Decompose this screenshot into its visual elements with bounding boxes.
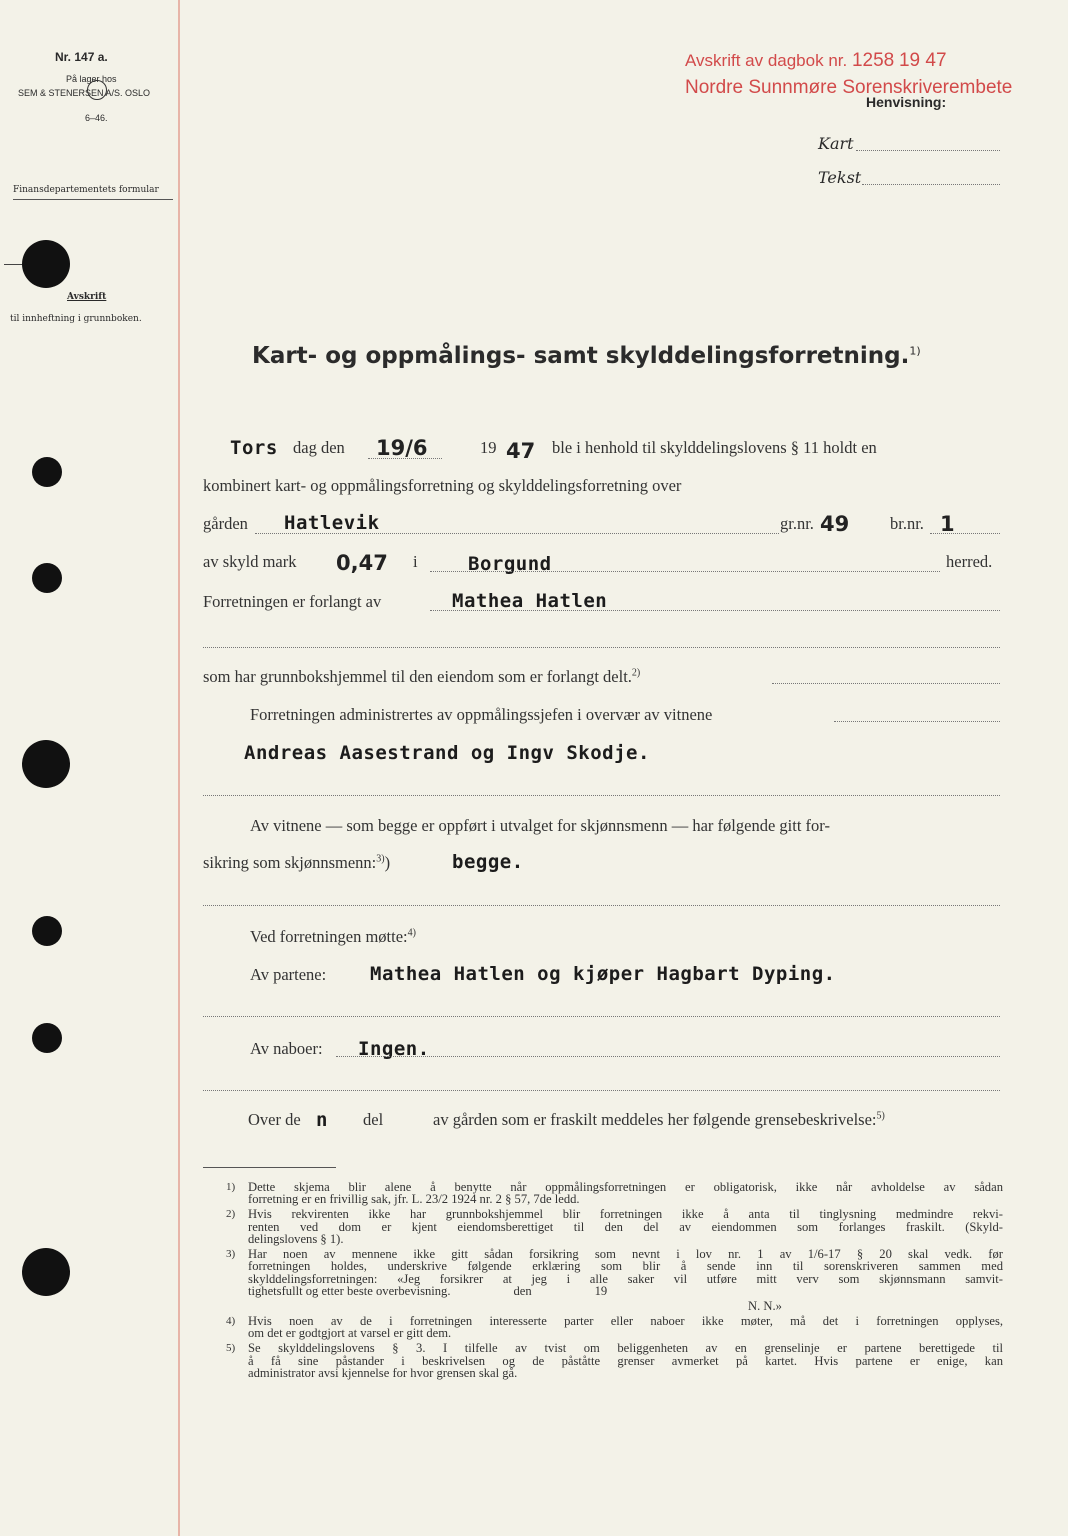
i-label: i <box>413 552 418 571</box>
copy-purpose: til innheftning i grunnboken. <box>10 314 142 324</box>
oath-footnote-ref: 3) <box>376 853 385 865</box>
boundary-footnote-ref: 5) <box>876 1110 885 1122</box>
form-source: Finansdepartementets formular <box>13 185 159 195</box>
kart-line <box>856 150 1000 151</box>
neighbours-typed: Ingen. <box>358 1038 430 1060</box>
footnote-line: Har noen av mennene ikke gitt sådan forsikring som nevnt i lov nr. 1 av 1/6-17 § 20 skal vedk. før <box>248 1247 1003 1262</box>
copy-label: Avskrift <box>67 292 107 302</box>
grunnbok-text: som har grunnbokshjemmel til den eiendom som er forlangt delt. <box>203 667 632 686</box>
herred-line <box>430 571 940 572</box>
edition-code: 6–46. <box>85 113 108 123</box>
date-handwritten: 19/6 <box>376 436 428 460</box>
boundary-part1: Over de <box>248 1110 301 1129</box>
year-handwritten: 47 <box>506 439 536 463</box>
kart-label: Kart <box>818 134 854 153</box>
witnesses-line <box>203 795 1000 796</box>
grnr-label: gr.nr. <box>780 514 814 533</box>
brnr-label: br.nr. <box>890 514 924 533</box>
footnote <box>226 1207 1003 1247</box>
form-source-rule <box>13 199 173 200</box>
stamp-dagbok-no: 1258 <box>851 50 895 71</box>
present-line <box>250 927 416 947</box>
requested-typed: Mathea Hatlen <box>452 590 608 612</box>
line1-rest: ble i henhold til skylddelingslovens § 11 holdt en <box>552 438 877 457</box>
requested-label: Forretningen er forlangt av <box>203 592 382 611</box>
document-title <box>252 343 921 369</box>
grnr-handwritten: 49 <box>820 512 850 536</box>
stamp-line1 <box>685 50 947 72</box>
day-typed: Tors <box>230 437 278 459</box>
title-footnote-ref: 1) <box>909 344 921 358</box>
oath-label: sikring som skjønnsmenn: <box>203 853 377 872</box>
footnote <box>248 1300 1003 1312</box>
oath-dots <box>203 905 1000 906</box>
boundary-part3 <box>433 1110 885 1130</box>
footnote <box>226 1247 1003 1299</box>
footnote-line: N. N.» <box>748 1299 782 1314</box>
farm-line <box>255 533 779 534</box>
binder-hole <box>32 457 62 487</box>
stamp-prefix: Avskrift av dagbok nr. <box>685 51 848 70</box>
footnote-line: Hvis noen av de i forretningen interesserte parter eller naboer ikke møter, må det i forretningen opplyses, <box>248 1314 1003 1329</box>
footnote <box>226 1180 1003 1207</box>
footnote-line: å få sine påstander i beskrivelsen og de påståtte grenser avmerket på kartet. Hvis partene er enige, kan <box>248 1353 1003 1368</box>
neighbours-line <box>336 1056 1000 1057</box>
hole-tick <box>4 264 22 265</box>
binder-hole <box>32 1023 62 1053</box>
day-suffix: dag den <box>293 438 345 457</box>
herred-typed: Borgund <box>468 553 552 575</box>
neighbours-label: Av naboer: <box>250 1039 323 1058</box>
footnote-line: skylddelingsforretningen: «Jeg forsikrer at jeg i alle saker vil utføre mitt verv som skjønnsmann samvit- <box>248 1271 1003 1286</box>
stamp-line2: Nordre Sunnmøre Sorenskriverembete <box>685 77 1013 98</box>
stamp-year: 19 47 <box>898 50 947 71</box>
skyld-label: av skyld mark <box>203 552 297 571</box>
farm-label: gården <box>203 514 248 533</box>
parties-label: Av partene: <box>250 965 327 984</box>
footnote-line: Dette skjema blir alene å benytte når oppmålingsforretningen er obligatorisk, ikke når avholdelse av sådan <box>248 1180 1003 1194</box>
brnr-handwritten: 1 <box>940 512 955 536</box>
footnote-line: tighetsfullt og etter beste overbevisning. den 19 <box>248 1284 608 1299</box>
footnotes <box>226 1180 1003 1382</box>
binder-hole <box>32 563 62 593</box>
farm-typed: Hatlevik <box>284 512 380 534</box>
binder-hole <box>22 240 70 288</box>
footnote-number: 3) <box>226 1248 236 1261</box>
grunnbok-footnote-ref: 2) <box>631 667 641 679</box>
oath-line2: sikring som skjønnsmenn:$^{3)}$) <box>203 853 391 872</box>
footnote-line: om det er godtgjort at varsel er gitt dem. <box>248 1326 452 1341</box>
title-text: Kart- og oppmålings- samt skylddelingsforretning. <box>252 343 910 369</box>
boundary-typed: n <box>316 1109 328 1131</box>
parties-dots <box>203 1016 1000 1017</box>
brnr-line <box>930 533 1000 534</box>
skyld-handwritten: 0,47 <box>336 551 388 575</box>
tekst-line <box>862 184 1000 185</box>
oath-typed: begge. <box>452 851 524 873</box>
boundary-text: av gården som er fraskilt meddeles her følgende grensebeskrivelse: <box>433 1110 877 1129</box>
present-footnote-ref: 4) <box>407 927 416 939</box>
form-number: Nr. 147 a. <box>55 50 108 64</box>
herred-label: herred. <box>946 552 993 571</box>
footnote-line: administrator avsi kjennelse for hvor grensen skal gå. <box>248 1366 518 1381</box>
line2-text: kombinert kart- og oppmålingsforretning og skylddelingsforretning over <box>203 476 682 495</box>
margin-rule <box>178 0 180 1536</box>
binder-hole <box>22 1248 70 1296</box>
grunnbok-dots <box>772 683 1000 684</box>
blank-line <box>203 647 1000 648</box>
footnote-line: delingslovens § 1). <box>248 1232 344 1247</box>
neighbours-dots <box>203 1090 1000 1091</box>
footnote-number: 2) <box>226 1208 236 1221</box>
footnote <box>226 1341 1003 1381</box>
present-label: Ved forretningen møtte: <box>250 927 408 946</box>
footnote-line: forretningen holdes, underskrive følgende erklæring som blir å sende inn til sorenskriveren sammen med <box>248 1259 1003 1274</box>
parties-typed: Mathea Hatlen og kjøper Hagbart Dyping. <box>370 963 836 985</box>
publisher-line2: SEM & STENERSEN A/S. OSLO <box>18 88 151 98</box>
year-prefix: 19 <box>480 438 497 457</box>
footnote-line: Hvis rekvirenten ikke har grunnbokshjemmel blir forretningen ikke å anta til tinglysning medmindre rekvi- <box>248 1207 1003 1222</box>
footnote-line: Se skylddelingslovens § 3. I tilfelle av tvist om beliggenheten av en grenselinje er partene berettigede til <box>248 1341 1003 1356</box>
grunnbok-line <box>203 667 640 687</box>
publisher-logo-icon <box>87 80 107 100</box>
footnote <box>226 1314 1003 1341</box>
boundary-part2: del <box>363 1110 384 1129</box>
requested-line <box>430 610 1000 611</box>
admin-line: Forretningen administrertes av oppmålingssjefen i overvær av vitnene <box>250 705 713 724</box>
footnote-number: 1) <box>226 1181 236 1193</box>
footnote-number: 4) <box>226 1315 236 1328</box>
footnote-rule <box>203 1167 336 1168</box>
footnote-line: renten ved dom er kjent eiendomsberettiget til den del av eiendommen som forlanges fraskilt. (Skyld- <box>248 1219 1003 1234</box>
admin-dots <box>834 721 1000 722</box>
footnote-line: forretning er en frivillig sak, jfr. L. 23/2 1924 nr. 2 § 57, 7de ledd. <box>248 1192 580 1207</box>
witnesses-typed: Andreas Aasestrand og Ingv Skodje. <box>244 742 650 764</box>
reference-heading: Henvisning: <box>866 94 947 110</box>
tekst-label: Tekst <box>818 168 862 187</box>
binder-hole <box>32 916 62 946</box>
publisher-line1: På lager hos <box>66 74 117 84</box>
oath-line1: Av vitnene — som begge er oppført i utvalget for skjønnsmenn — har følgende gitt for- <box>250 816 830 835</box>
date-line <box>368 458 442 459</box>
binder-hole <box>22 740 70 788</box>
footnote-number: 5) <box>226 1342 236 1355</box>
